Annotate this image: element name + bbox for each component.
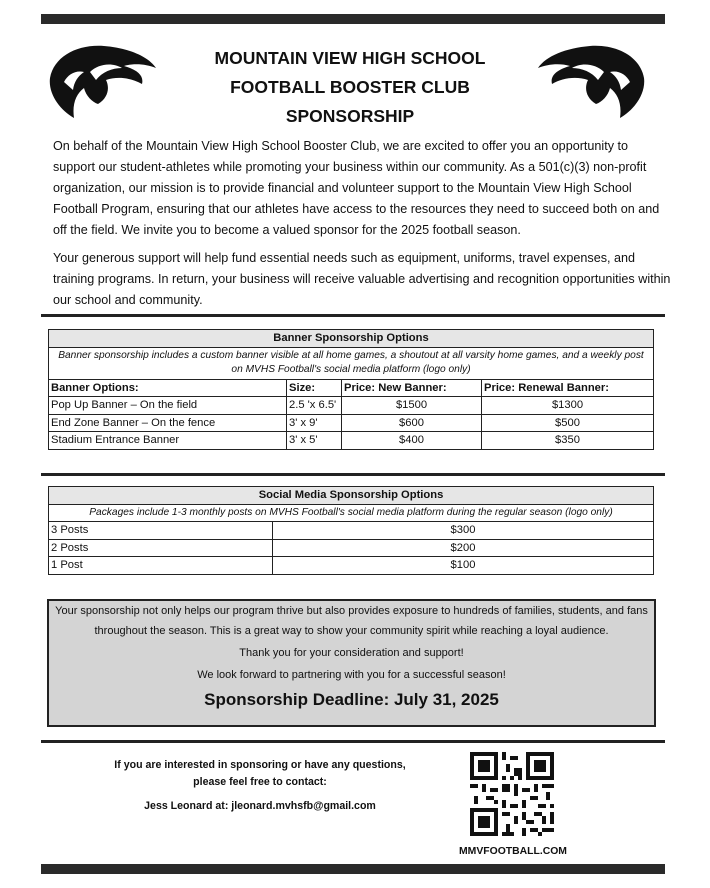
new-banner-price: $400 (342, 432, 482, 450)
intro-paragraph-2: Your generous support will help fund essential needs such as equipment, uniforms, travel expenses, and training programs. In return, your business will receive valuable advertising and recognition opportunities within our school and community. (53, 251, 671, 307)
table-row (49, 432, 654, 450)
table-row (49, 522, 654, 540)
contact-email-line: Jess Leonard at: jleonard.mvhsfb@gmail.com (144, 800, 376, 812)
package-name: 1 Post (49, 557, 273, 575)
package-name: 3 Posts (49, 522, 273, 540)
section-divider (41, 473, 665, 476)
column-header: Size: (287, 379, 342, 397)
wildcat-logo-left (46, 42, 158, 122)
column-header: Price: Renewal Banner: (482, 379, 654, 397)
package-price: $100 (273, 557, 654, 575)
renewal-banner-price: $1300 (482, 397, 654, 415)
banner-table-title: Banner Sponsorship Options (49, 330, 654, 348)
table-row (49, 539, 654, 557)
contact-info (100, 757, 420, 791)
banner-size: 3' x 5' (287, 432, 342, 450)
contact-line: If you are interested in sponsoring or have any questions, (114, 759, 406, 771)
package-price: $300 (273, 522, 654, 540)
table-row (49, 397, 654, 415)
banner-option: Pop Up Banner – On the field (49, 397, 287, 415)
renewal-banner-price: $350 (482, 432, 654, 450)
package-price: $200 (273, 539, 654, 557)
sponsorship-deadline: Sponsorship Deadline: July 31, 2025 (204, 690, 499, 709)
banner-size: 2.5 'x 6.5' (287, 397, 342, 415)
sponsorship-callout-box (47, 599, 656, 727)
banner-table-description: Banner sponsorship includes a custom banner visible at all home games, a shoutout at all varsity home games, and a weekly post on MVHS Football's social media platform (logo only) (49, 347, 654, 379)
contact-line: please feel free to contact: (193, 776, 327, 788)
thank-you-text: Thank you for your consideration and support! (239, 647, 464, 659)
column-header: Banner Options: (49, 379, 287, 397)
wildcat-head-icon (536, 42, 648, 122)
section-divider (41, 314, 665, 317)
title-line: MOUNTAIN VIEW HIGH SCHOOL (214, 48, 486, 68)
renewal-banner-price: $500 (482, 414, 654, 432)
social-table-description: Packages include 1-3 monthly posts on MVHS Football's social media platform during the regular season (logo only) (49, 504, 654, 522)
column-header: Price: New Banner: (342, 379, 482, 397)
qr-code-icon (470, 752, 554, 836)
banner-option: End Zone Banner – On the fence (49, 414, 287, 432)
social-table-title: Social Media Sponsorship Options (49, 487, 654, 505)
banner-option: Stadium Entrance Banner (49, 432, 287, 450)
intro-paragraph-1: On behalf of the Mountain View High School Booster Club, we are excited to offer you an opportunity to support our student-athletes while promoting your business within our community. As a 501(c)(3) non-profit organization, our mission is to provide financial and volunteer support to the Mountain View High School Football Program, ensuring that our athletes have access to the resources they need to succeed both on and off the field. We invite you to become a valued sponsor for the 2025 football season. (53, 139, 660, 237)
new-banner-price: $1500 (342, 397, 482, 415)
title-line: FOOTBALL BOOSTER CLUB (230, 77, 470, 97)
banner-size: 3' x 9' (287, 414, 342, 432)
wildcat-logo-right (536, 42, 648, 122)
closing-text: We look forward to partnering with you for a successful season! (197, 669, 506, 681)
bottom-rule (41, 864, 665, 874)
table-row (49, 414, 654, 432)
package-name: 2 Posts (49, 539, 273, 557)
top-rule (41, 14, 665, 24)
callout-text: Your sponsorship not only helps our program thrive but also provides exposure to hundreds of families, students, and fans (55, 605, 648, 617)
page-title (170, 44, 530, 131)
callout-text: throughout the season. This is a great way to show your community spirit while reaching a loyal audience. (94, 625, 609, 637)
new-banner-price: $600 (342, 414, 482, 432)
table-row (49, 557, 654, 575)
section-divider (41, 740, 665, 743)
wildcat-head-icon (46, 42, 158, 122)
title-line: SPONSORSHIP (285, 106, 415, 126)
website-link[interactable]: MMVFOOTBALL.COM (459, 846, 567, 857)
social-media-sponsorship-table (48, 486, 654, 575)
banner-sponsorship-table (48, 329, 654, 450)
